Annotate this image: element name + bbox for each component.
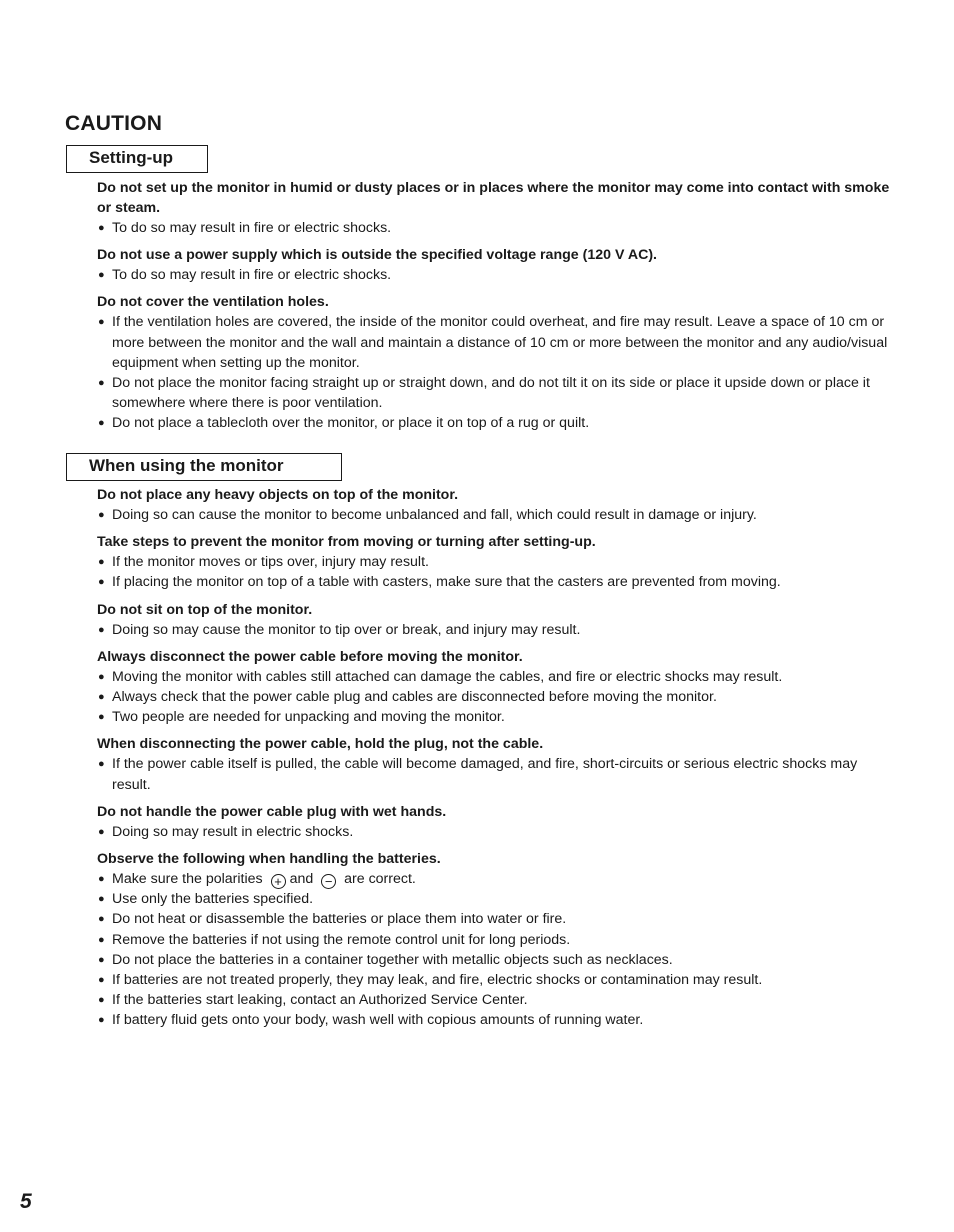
bullet-text: Always check that the power cable plug and cables are disconnected before moving the monitor. [112, 689, 717, 706]
bullet-text: Moving the monitor with cables still attached can damage the cables, and fire or electric shocks may result. [112, 668, 783, 685]
bullet-item [97, 930, 897, 950]
bullet-item [97, 218, 897, 238]
bullet-item [97, 970, 897, 990]
bullet-item [97, 909, 897, 929]
bullet-dot-icon: ● [98, 994, 105, 1007]
bullet-text: If the monitor moves or tips over, injury may result. [112, 554, 429, 571]
bullet-list [97, 218, 897, 238]
bullet-text: Doing so can cause the monitor to become unbalanced and fall, which could result in damage or injury. [112, 507, 757, 523]
bullet-dot-icon: ● [98, 974, 105, 987]
bullet-dot-icon: ● [98, 670, 105, 683]
item-heading: Observe the following when handling the batteries. [97, 851, 441, 868]
bullet-item [97, 990, 897, 1010]
bullet-text: Use only the batteries specified. [112, 891, 314, 908]
bullet-dot-icon: ● [98, 417, 105, 430]
item-heading: Do not cover the ventilation holes. [97, 294, 329, 311]
bullet-item [97, 889, 897, 909]
section-heading-setting-up: Setting-up [66, 145, 208, 173]
bullet-item [97, 1010, 897, 1030]
bullet-text: If placing the monitor on top of a table with casters, make sure that the casters are prevented from moving. [112, 574, 781, 591]
section-setting-up [97, 178, 897, 434]
item-heading: Do not handle the power cable plug with wet hands. [97, 803, 447, 820]
bullet-dot-icon: ● [98, 893, 105, 906]
bullet-dot-icon: ● [98, 953, 105, 966]
bullet-item [97, 505, 897, 525]
bullet-item [97, 312, 897, 373]
bullet-text: If the batteries start leaking, contact an Authorized Service Center. [112, 992, 528, 1009]
item-heading: Do not set up the monitor in humid or dusty places or in places where the monitor may come into contact with smoke or steam. [97, 180, 890, 216]
bullet-item [97, 950, 897, 970]
bullet-list [97, 312, 897, 433]
bullet-dot-icon: ● [98, 576, 105, 589]
bullet-list [97, 505, 897, 525]
bullet-dot-icon: ● [98, 711, 105, 724]
bullet-list [97, 552, 897, 592]
bullet-item [97, 869, 897, 889]
bullet-dot-icon: ● [98, 873, 105, 886]
polarity-middle: and [289, 871, 318, 888]
bullet-dot-icon: ● [98, 691, 105, 704]
bullet-text: If battery fluid gets onto your body, wash well with copious amounts of running water. [112, 1012, 644, 1029]
bullet-text: Do not heat or disassemble the batteries or place them into water or fire. [112, 911, 567, 928]
item-heading: Do not place any heavy objects on top of the monitor. [97, 487, 459, 503]
item-heading: Do not use a power supply which is outside the specified voltage range (120 V AC). [97, 247, 657, 264]
bullet-text: To do so may result in fire or electric shocks. [112, 267, 392, 284]
bullet-dot-icon: ● [98, 556, 105, 569]
bullet-text: Do not place the monitor facing straight up or straight down, and do not tilt it on its side or place it upside down or place it somewhere where there is poor ventilation. [112, 375, 870, 412]
bullet-item [97, 754, 897, 794]
bullet-dot-icon: ● [98, 1014, 105, 1027]
bullet-dot-icon: ● [98, 825, 105, 838]
bullet-item [97, 552, 897, 572]
bullet-text: If the power cable itself is pulled, the cable will become damaged, and fire, short-circuits or serious electric shocks may result. [112, 756, 858, 793]
bullet-list [97, 869, 897, 1031]
bullet-dot-icon: ● [98, 316, 105, 329]
bullet-item [97, 707, 897, 727]
bullet-dot-icon: ● [98, 933, 105, 946]
bullet-text: Two people are needed for unpacking and moving the monitor. [112, 709, 505, 726]
bullet-dot-icon: ● [98, 913, 105, 926]
bullet-text: Remove the batteries if not using the remote control unit for long periods. [112, 931, 571, 948]
bullet-text: Doing so may result in electric shocks. [112, 823, 354, 840]
bullet-item [97, 620, 897, 640]
polarity-suffix: are correct. [340, 871, 416, 888]
bullet-text: Do not place the batteries in a container together with metallic objects such as necklaces. [112, 951, 673, 968]
minus-circle-icon: − [321, 874, 336, 889]
polarity-prefix: Make sure the polarities [112, 871, 267, 888]
bullet-text: If batteries are not treated properly, they may leak, and fire, electric shocks or contamination may result. [112, 972, 763, 989]
bullet-item [97, 822, 897, 842]
section-heading-when-using: When using the monitor [66, 453, 342, 481]
bullet-list [97, 265, 897, 285]
section-when-using [97, 485, 897, 1031]
bullet-item [97, 687, 897, 707]
bullet-dot-icon: ● [98, 269, 105, 282]
bullet-item [97, 413, 897, 433]
bullet-text: Doing so may cause the monitor to tip over or break, and injury may result. [112, 621, 581, 638]
bullet-dot-icon: ● [98, 623, 105, 636]
page-number: 5 [20, 1190, 32, 1213]
bullet-list [97, 822, 897, 842]
bullet-list [97, 620, 897, 640]
bullet-list [97, 667, 897, 728]
bullet-text: To do so may result in fire or electric shocks. [112, 220, 392, 236]
bullet-list [97, 754, 897, 794]
item-heading: Do not sit on top of the monitor. [97, 601, 313, 618]
bullet-item [97, 373, 897, 413]
bullet-item [97, 667, 897, 687]
bullet-text: Do not place a tablecloth over the monitor, or place it on top of a rug or quilt. [112, 415, 590, 432]
bullet-dot-icon: ● [98, 509, 105, 521]
item-heading: Always disconnect the power cable before moving the monitor. [97, 648, 523, 665]
item-heading: When disconnecting the power cable, hold the plug, not the cable. [97, 736, 544, 753]
bullet-item [97, 572, 897, 592]
item-heading: Take steps to prevent the monitor from moving or turning after setting-up. [97, 534, 596, 551]
page-title: CAUTION [65, 112, 163, 135]
bullet-dot-icon: ● [98, 222, 105, 234]
bullet-item [97, 265, 897, 285]
bullet-text: If the ventilation holes are covered, the inside of the monitor could overheat, and fire may result. Leave a space of 10 cm or more between the monitor and the wall and maintain a distance of 10 cm or more between the monitor and any audio/visual equipment when setting up the monitor. [112, 314, 888, 371]
bullet-dot-icon: ● [98, 758, 105, 771]
bullet-dot-icon: ● [98, 377, 105, 390]
plus-circle-icon: + [271, 874, 286, 889]
